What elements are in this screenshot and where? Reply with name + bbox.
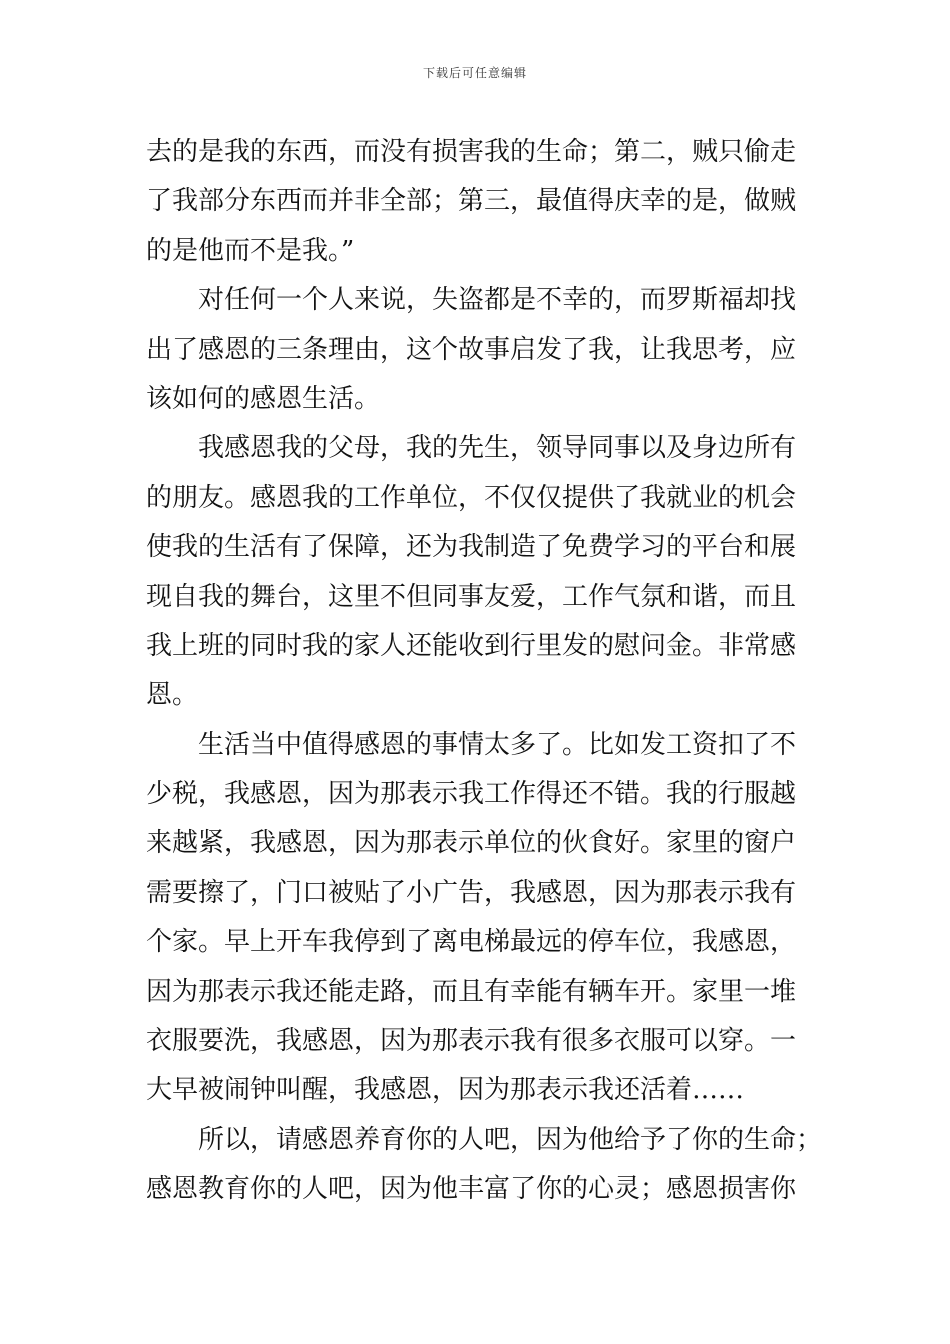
- text-line: 该如何的感恩生活。: [146, 383, 381, 414]
- text-line: 现自我的舞台，这里不但同事友爱，工作气氛和谐，而且: [146, 581, 797, 612]
- text-line: 衣服要洗，我感恩，因为那表示我有很多衣服可以穿。一: [146, 1026, 797, 1057]
- text-line: 个家。早上开车我停到了离电梯最远的停车位，我感恩，: [146, 927, 797, 958]
- text-line: 来越紧，我感恩，因为那表示单位的伙食好。家里的窗户: [146, 828, 797, 859]
- text-line: 大早被闹钟叫醒，我感恩，因为那表示我还活着……: [146, 1075, 745, 1106]
- text-line: 使我的生活有了保障，还为我制造了免费学习的平台和展: [146, 532, 797, 563]
- text-line: 去的是我的东西，而没有损害我的生命；第二，贼只偷走: [146, 137, 797, 167]
- paragraph-first-line: 对任何一个人来说，失盗都是不幸的，而罗斯福却找: [198, 285, 797, 316]
- paragraph-first-line: 我感恩我的父母，我的先生，领导同事以及身边所有: [198, 433, 797, 464]
- text-line: 的是他而不是我。”: [146, 235, 355, 266]
- text-line: 出了感恩的三条理由，这个故事启发了我，让我思考，应: [146, 334, 797, 365]
- header-note: 下载后可任意编辑: [422, 66, 527, 80]
- paragraph-first-line: 生活当中值得感恩的事情太多了。比如发工资扣了不: [198, 729, 797, 760]
- text-line: 感恩教育你的人吧，因为他丰富了你的心灵；感恩损害你: [146, 1174, 797, 1205]
- text-line: 少税，我感恩，因为那表示我工作得还不错。我的行服越: [146, 779, 797, 810]
- body-text: [146, 128, 823, 1215]
- paragraph-first-line: 所以，请感恩养育你的人吧，因为他给予了你的生命；: [198, 1124, 823, 1155]
- text-line: 需要擦了，门口被贴了小广告，我感恩，因为那表示我有: [146, 877, 797, 908]
- text-line: 我上班的同时我的家人还能收到行里发的慰问金。非常感: [146, 630, 797, 661]
- text-line: 因为那表示我还能走路，而且有幸能有辆车开。家里一堆: [146, 976, 797, 1007]
- text-line: 恩。: [146, 680, 199, 711]
- text-line: 的朋友。感恩我的工作单位，不仅仅提供了我就业的机会: [146, 482, 797, 513]
- text-line: 了我部分东西而并非全部；第三，最值得庆幸的是，做贼: [146, 186, 797, 217]
